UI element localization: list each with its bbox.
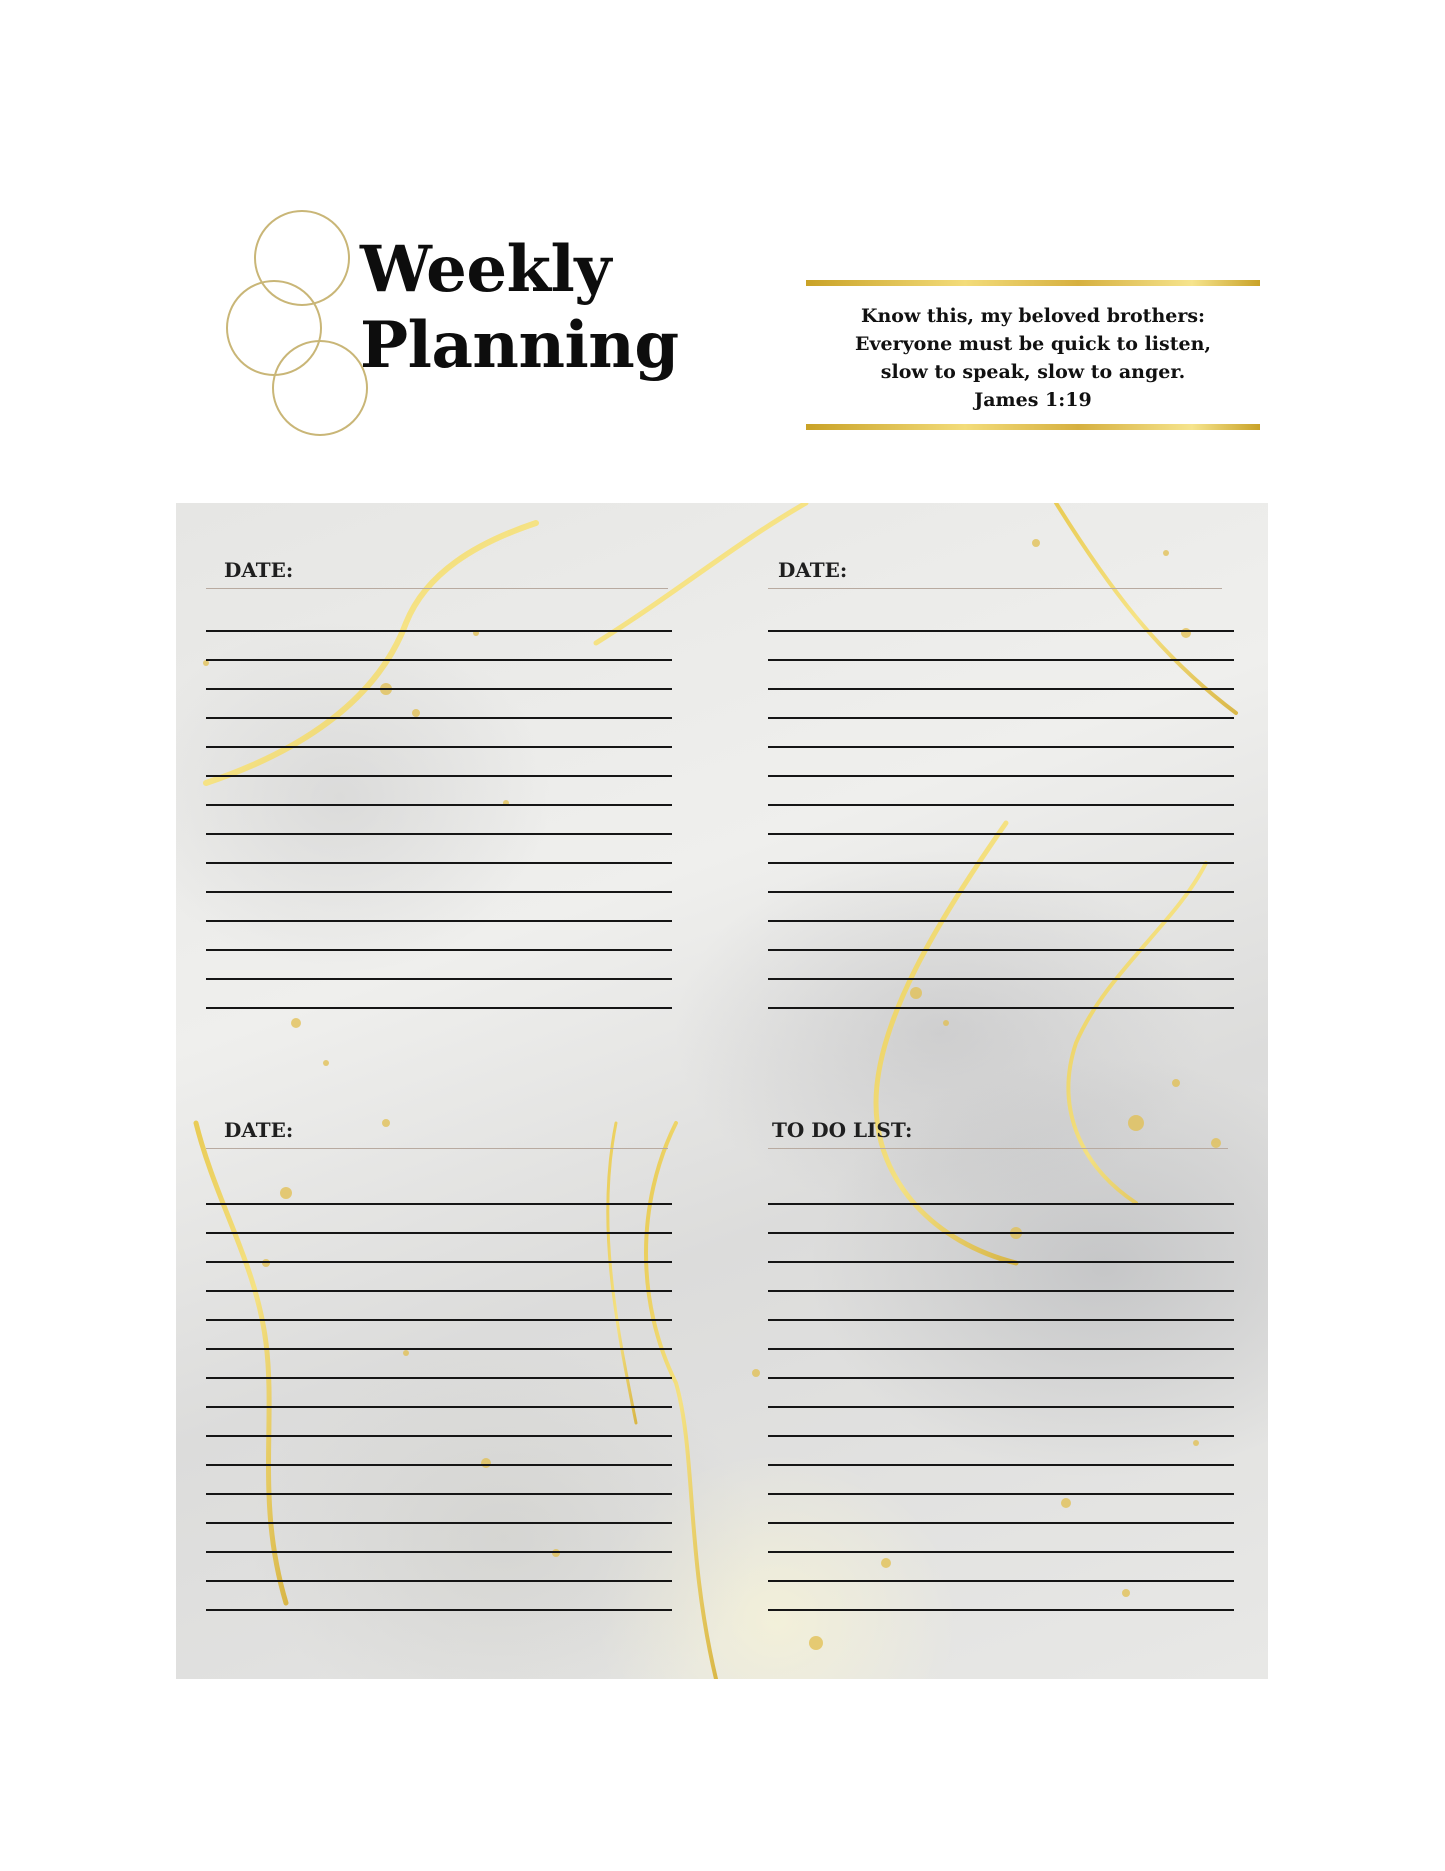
writing-line[interactable] <box>768 891 1234 893</box>
writing-line[interactable] <box>206 1435 672 1437</box>
label-divider <box>206 588 668 589</box>
writing-line[interactable] <box>206 1348 672 1350</box>
gold-divider-top <box>806 280 1260 286</box>
writing-line[interactable] <box>206 688 672 690</box>
writing-line[interactable] <box>206 1232 672 1234</box>
writing-line[interactable] <box>768 1203 1234 1205</box>
writing-line[interactable] <box>206 1319 672 1321</box>
writing-line[interactable] <box>768 804 1234 806</box>
title-line-1: Weekly <box>360 232 611 307</box>
page-title <box>360 232 679 384</box>
writing-line[interactable] <box>206 1290 672 1292</box>
scripture-quote <box>806 280 1260 430</box>
writing-line[interactable] <box>206 1464 672 1466</box>
writing-line[interactable] <box>768 1522 1234 1524</box>
writing-line[interactable] <box>768 1290 1234 1292</box>
writing-line[interactable] <box>206 1609 672 1611</box>
writing-line[interactable] <box>768 949 1234 951</box>
writing-line[interactable] <box>768 1464 1234 1466</box>
writing-line[interactable] <box>206 717 672 719</box>
writing-line[interactable] <box>768 1609 1234 1611</box>
writing-line[interactable] <box>206 862 672 864</box>
writing-line[interactable] <box>206 891 672 893</box>
writing-line[interactable] <box>768 1580 1234 1582</box>
writing-line[interactable] <box>768 1319 1234 1321</box>
label-divider <box>768 1148 1228 1149</box>
writing-line[interactable] <box>206 1493 672 1495</box>
label-divider <box>768 588 1222 589</box>
writing-line[interactable] <box>206 804 672 806</box>
title-line-2: Planning <box>360 308 679 383</box>
writing-line[interactable] <box>206 1522 672 1524</box>
writing-line[interactable] <box>206 1551 672 1553</box>
writing-line[interactable] <box>206 833 672 835</box>
section-label-date: DATE: <box>224 558 294 582</box>
writing-line[interactable] <box>768 659 1234 661</box>
writing-line[interactable] <box>768 630 1234 632</box>
decorative-rings-icon <box>220 210 380 440</box>
writing-line[interactable] <box>206 920 672 922</box>
writing-line[interactable] <box>768 746 1234 748</box>
quote-line-2: Everyone must be quick to listen, <box>855 333 1211 355</box>
writing-line[interactable] <box>206 659 672 661</box>
writing-line[interactable] <box>768 833 1234 835</box>
quote-reference: James 1:19 <box>974 389 1092 411</box>
writing-line[interactable] <box>768 1007 1234 1009</box>
writing-line[interactable] <box>768 688 1234 690</box>
label-divider <box>206 1148 668 1149</box>
writing-line[interactable] <box>768 717 1234 719</box>
writing-line[interactable] <box>206 1580 672 1582</box>
writing-line[interactable] <box>768 1261 1234 1263</box>
writing-line[interactable] <box>768 1377 1234 1379</box>
quote-line-1: Know this, my beloved brothers: <box>860 305 1206 327</box>
marble-planner-panel <box>176 503 1268 1679</box>
writing-line[interactable] <box>206 775 672 777</box>
writing-line[interactable] <box>206 1203 672 1205</box>
writing-line[interactable] <box>206 1261 672 1263</box>
page-header <box>0 0 1445 480</box>
writing-line[interactable] <box>206 746 672 748</box>
section-label-date: DATE: <box>224 1118 294 1142</box>
writing-line[interactable] <box>206 1377 672 1379</box>
writing-line[interactable] <box>206 1406 672 1408</box>
writing-line[interactable] <box>768 920 1234 922</box>
writing-line[interactable] <box>768 1493 1234 1495</box>
writing-line[interactable] <box>206 978 672 980</box>
section-label-date: DATE: <box>778 558 848 582</box>
quote-text <box>806 302 1260 414</box>
writing-line[interactable] <box>768 1348 1234 1350</box>
writing-line[interactable] <box>768 862 1234 864</box>
writing-line[interactable] <box>768 775 1234 777</box>
section-label-todo: TO DO LIST: <box>772 1118 913 1142</box>
gold-marble-veins-icon <box>176 503 1268 1679</box>
writing-line[interactable] <box>768 1435 1234 1437</box>
ring-icon <box>272 340 368 436</box>
writing-line[interactable] <box>768 978 1234 980</box>
writing-line[interactable] <box>206 949 672 951</box>
quote-line-3: slow to speak, slow to anger. <box>880 361 1186 383</box>
writing-line[interactable] <box>206 630 672 632</box>
writing-line[interactable] <box>206 1007 672 1009</box>
writing-line[interactable] <box>768 1406 1234 1408</box>
writing-line[interactable] <box>768 1232 1234 1234</box>
gold-divider-bottom <box>806 424 1260 430</box>
writing-line[interactable] <box>768 1551 1234 1553</box>
